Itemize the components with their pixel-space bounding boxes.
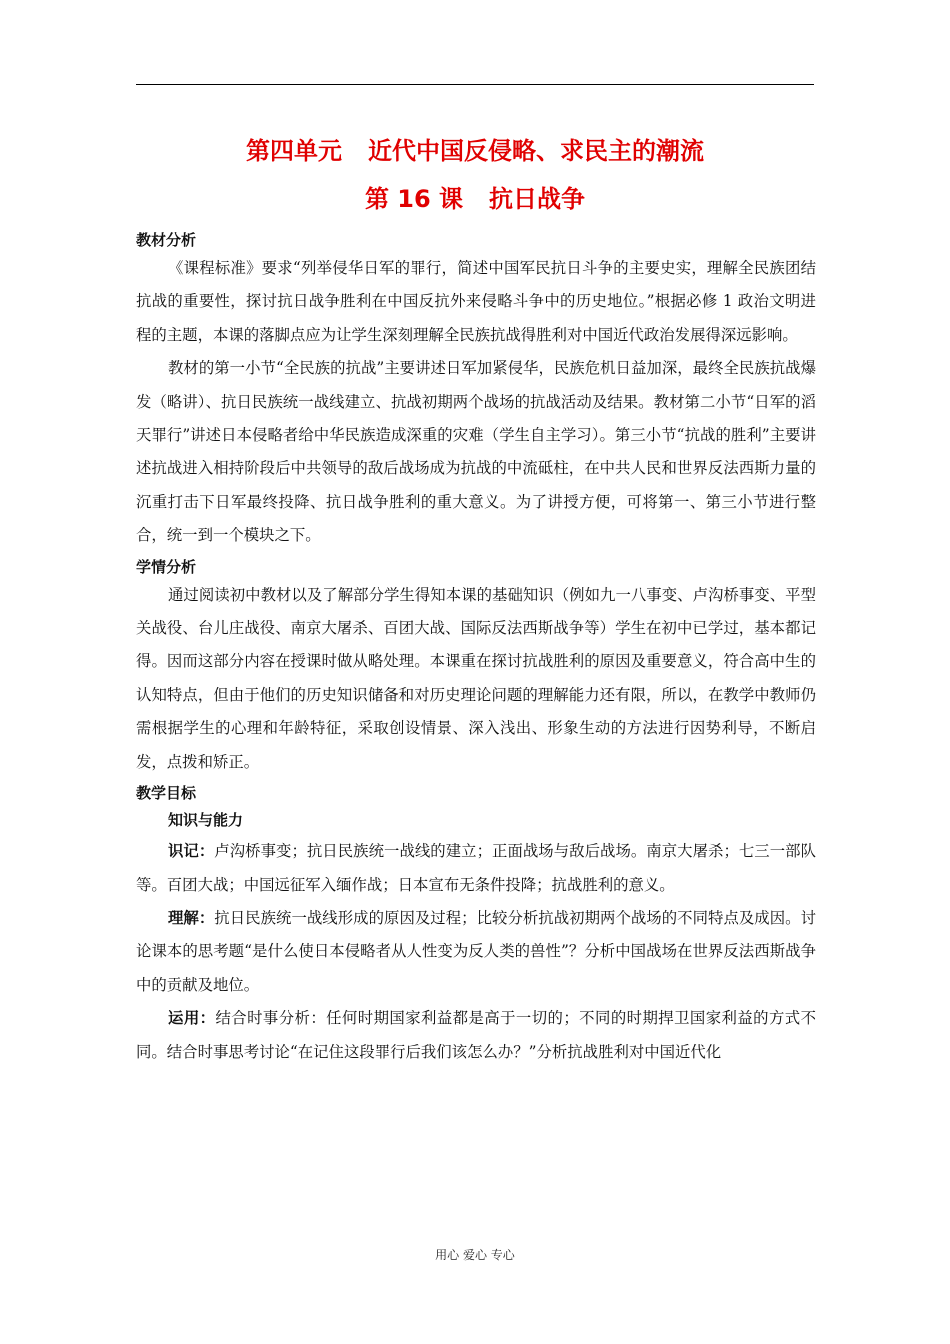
section-heading-material: 教材分析 [136, 231, 197, 249]
lesson-name: 抗日战争 [489, 185, 586, 213]
header-rule [136, 84, 814, 85]
page-footer: 用心 爱心 专心 [435, 1248, 515, 1262]
goal-recall-label: 识记： [168, 842, 215, 861]
goal-apply-paragraph [136, 1002, 816, 1069]
goal-apply-label: 运用： [168, 1009, 216, 1028]
lesson-number: 第 16 课 [364, 185, 464, 213]
goal-understand-text: 抗日民族统一战线形成的原因及过程；比较分析抗战初期两个战场的不同特点及成因。讨论课本的思考题“是什么使日本侵略者从人性变为反人类的兽性”？分析中国战场在世界反法西斯战争中的贡献及地位。 [136, 908, 816, 994]
material-paragraph-2: 教材的第一小节“全民族的抗战”主要讲述日军加紧侵华，民族危机日益加深，最终全民族抗战爆发（略讲）、抗日民族统一战线建立、抗战初期两个战场的抗战活动及结果。教材第二小节“日军的滔天罪行”讲述日本侵略者给中华民族造成深重的灾难（学生自主学习）。第三小节“抗战的胜利”主要讲述抗战进入相持阶段后中共领导的敌后战场成为抗战的中流砥柱，在中共人民和世界反法西斯力量的沉重打击下日军最终投降、抗日战争胜利的重大意义。为了讲授方便，可将第一、第三小节进行整合，统一到一个模块之下。 [136, 359, 816, 545]
unit-number: 第四单元 [246, 137, 342, 165]
goal-apply-text: 结合时事分析：任何时期国家利益都是高于一切的；不同的时期捍卫国家利益的方式不同。结合时事思考讨论“在记住这段罪行后我们该怎么办？”分析抗战胜利对中国近代化 [136, 1009, 816, 1061]
goal-understand-label: 理解： [168, 908, 215, 927]
section-heading-goals: 教学目标 [136, 784, 197, 803]
subheading-knowledge-ability: 知识与能力 [168, 811, 244, 830]
unit-title [0, 136, 950, 166]
section-heading-learner: 学情分析 [136, 557, 197, 576]
material-paragraph-1: 《课程标准》要求“列举侵华日军的罪行，简述中国军民抗日斗争的主要史实，理解全民族团结抗战的重要性，探讨抗日战争胜利在中国反抗外来侵略斗争中的历史地位。”根据必修 1 政治文明进程的主题，本课的落脚点应为让学生深刻理解全民族抗战得胜利对中国近代政治发展得深远影响。 [136, 259, 816, 344]
goal-recall-text: 卢沟桥事变；抗日民族统一战线的建立；正面战场与敌后战场。南京大屠杀；七三一部队等。百团大战；中国远征军入缅作战；日本宣布无条件投降；抗战胜利的意义。 [136, 842, 816, 894]
unit-subtitle: 近代中国反侵略、求民主的潮流 [368, 137, 704, 165]
goal-understand-paragraph [136, 902, 816, 1002]
lesson-title [0, 184, 950, 214]
goal-recall-paragraph [136, 835, 816, 902]
learner-paragraph: 通过阅读初中教材以及了解部分学生得知本课的基础知识（例如九一八事变、卢沟桥事变、平型关战役、台儿庄战役、南京大屠杀、百团大战、国际反法西斯战争等）学生在初中已学过，基本都记得。因而这部分内容在授课时做从略处理。本课重在探讨抗战胜利的原因及重要意义，符合高中生的认知特点，但由于他们的历史知识储备和对历史理论问题的理解能力还有限，所以，在教学中教师仍需根据学生的心理和年龄特征，采取创设情景、深入浅出、形象生动的方法进行因势利导，不断启发，点拨和矫正。 [136, 585, 816, 771]
document-body [136, 226, 816, 1069]
